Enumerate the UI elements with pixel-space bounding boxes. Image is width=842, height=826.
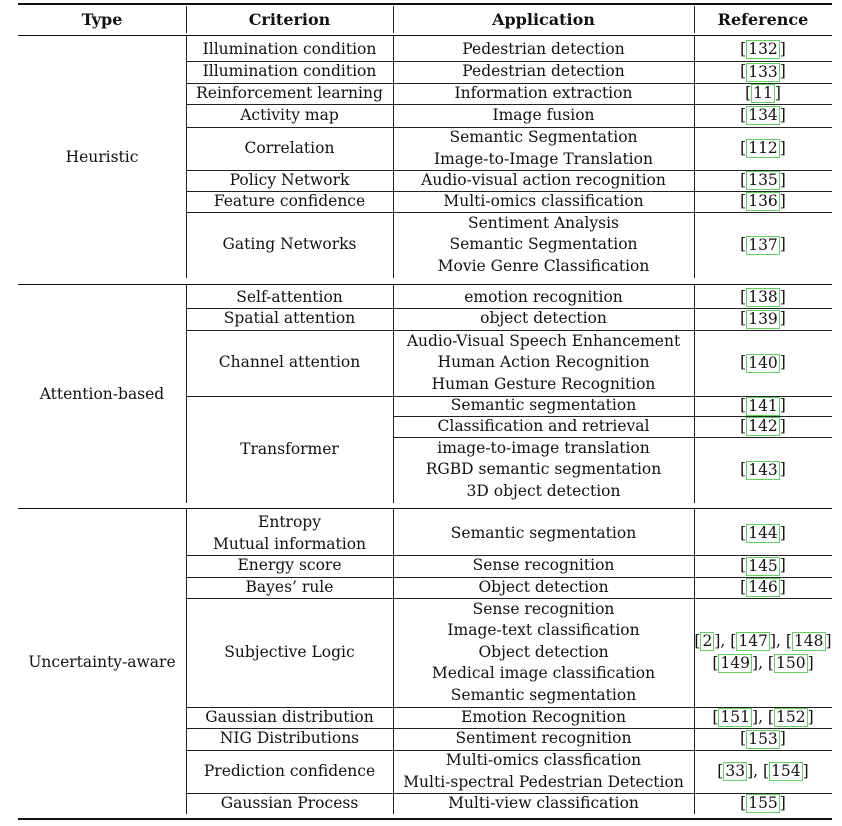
reference-line: [ 137 ] — [740, 235, 786, 254]
application-text: Sentiment recognition — [455, 729, 632, 748]
header-reference — [694, 6, 832, 33]
reference-line: [ 11 ] — [745, 83, 781, 102]
citation-link[interactable]: 33 — [725, 762, 746, 780]
application-cell — [393, 598, 694, 707]
citation-link[interactable]: 154 — [771, 762, 801, 780]
application-text: Pedestrian detection — [462, 39, 625, 58]
type-label-text: Attention-based — [39, 385, 165, 404]
citation-link[interactable]: 145 — [748, 556, 778, 575]
reference-line: [ 149 ] , [ 150 ] — [712, 653, 813, 675]
reference-line: [ 2 ] , [ 147 ] , [ 148 ] — [694, 631, 831, 653]
reference-line: [ 132 ] — [740, 39, 786, 58]
application-text: Image-to-Image Translation — [434, 149, 653, 168]
criterion-cell — [186, 577, 393, 598]
citation-link[interactable]: 133 — [748, 62, 778, 81]
criterion-text: Spatial attention — [223, 309, 356, 328]
reference-separator: , — [758, 653, 768, 672]
reference-cell — [694, 750, 832, 793]
application-text: Information extraction — [454, 83, 633, 102]
criterion-text: Transformer — [240, 439, 339, 458]
criterion-text: Energy score — [237, 556, 342, 575]
header-type — [18, 6, 186, 33]
criterion-cell — [186, 212, 393, 278]
header-application-label: Application — [492, 9, 595, 29]
criterion-cell — [186, 38, 393, 61]
citation-link[interactable]: 155 — [748, 794, 778, 812]
header-divider — [694, 6, 695, 33]
reference-line: [ 141 ] — [740, 396, 786, 415]
application-text: Pedestrian detection — [462, 62, 625, 81]
reference-line: [ 143 ] — [740, 460, 786, 479]
criterion-cell — [186, 793, 393, 814]
citation-link[interactable]: 140 — [748, 353, 778, 372]
application-text: Sense recognition — [472, 556, 615, 575]
reference-cell — [694, 170, 832, 191]
header-type-label: Type — [81, 9, 123, 29]
criterion-text: Activity map — [240, 105, 339, 124]
reference-cell — [694, 308, 832, 330]
application-cell — [393, 191, 694, 212]
application-text: object detection — [480, 309, 607, 328]
application-text: Sense recognition — [472, 599, 615, 618]
application-text: Multi-spectral Pedestrian Detection — [403, 772, 684, 791]
header-application — [393, 6, 694, 33]
criterion-text: Illumination condition — [202, 62, 377, 81]
application-text: Multi-view classification — [448, 793, 639, 812]
application-cell — [393, 38, 694, 61]
group-rule — [18, 508, 832, 509]
citation-link[interactable]: 148 — [793, 632, 824, 651]
criterion-text: Prediction confidence — [203, 761, 376, 780]
bottom-rule — [18, 818, 832, 820]
citation-link[interactable]: 139 — [748, 309, 778, 328]
reference-line: [ 146 ] — [740, 577, 786, 596]
type-label — [18, 38, 186, 278]
header-divider — [186, 6, 187, 33]
application-text: Audio-Visual Speech Enhancement — [406, 331, 681, 350]
reference-line: [ 151 ] , [ 152 ] — [712, 707, 813, 729]
criterion-cell — [186, 191, 393, 212]
citation-link[interactable]: 138 — [748, 288, 778, 306]
criterion-text: Illumination condition — [202, 39, 377, 58]
group-rule — [18, 284, 832, 285]
type-label — [18, 512, 186, 814]
criterion-text: Feature confidence — [213, 191, 366, 210]
application-cell — [393, 577, 694, 598]
application-text: Semantic segmentation — [450, 685, 637, 704]
criterion-cell — [186, 555, 393, 577]
application-text: Semantic segmentation — [450, 396, 637, 415]
citation-link[interactable]: 137 — [748, 235, 778, 254]
reference-line: [ 139 ] — [740, 309, 786, 328]
reference-line: [ 112 ] — [740, 138, 786, 157]
reference-separator: , — [720, 632, 731, 650]
criterion-text: Channel attention — [218, 353, 361, 372]
citation-link[interactable]: 134 — [748, 106, 778, 124]
application-cell — [393, 83, 694, 104]
reference-line: [ 138 ] — [740, 287, 786, 306]
criterion-text: Subjective Logic — [224, 642, 355, 661]
reference-separator: , — [753, 761, 763, 780]
citation-link[interactable]: 151 — [720, 708, 750, 726]
reference-cell — [694, 83, 832, 104]
header-divider — [393, 6, 394, 33]
citation-link[interactable]: 136 — [748, 192, 778, 210]
application-cell — [393, 287, 694, 308]
reference-line: [ 135 ] — [740, 170, 786, 189]
citation-link[interactable]: 141 — [748, 396, 778, 415]
application-cell — [393, 330, 694, 396]
application-text: Object detection — [478, 642, 609, 661]
criterion-cell — [186, 308, 393, 330]
application-text: emotion recognition — [464, 287, 623, 306]
application-cell — [393, 555, 694, 577]
criterion-cell — [186, 728, 393, 750]
reference-cell — [694, 127, 832, 170]
criterion-cell — [186, 83, 393, 104]
header-criterion — [186, 6, 393, 33]
application-cell — [393, 707, 694, 728]
criterion-text: Bayes’ rule — [245, 577, 334, 596]
application-cell — [393, 396, 694, 416]
reference-cell — [694, 437, 832, 503]
reference-line: [ 33 ] , [ 154 ] — [717, 761, 808, 783]
group-rule — [18, 35, 832, 36]
reference-line: [ 134 ] — [740, 105, 786, 124]
application-cell — [393, 104, 694, 127]
citation-link[interactable]: 152 — [775, 708, 806, 726]
citation-link[interactable]: 132 — [748, 40, 778, 58]
reference-cell — [694, 793, 832, 814]
criterion-text: Policy Network — [229, 170, 350, 189]
criterion-text: Mutual information — [212, 534, 367, 553]
type-label-text: Uncertainty-aware — [28, 653, 176, 672]
application-text: Audio-visual action recognition — [421, 170, 666, 189]
application-cell — [393, 61, 694, 83]
application-text: Human Gesture Recognition — [431, 374, 656, 393]
citation-link[interactable]: 142 — [748, 417, 778, 435]
citation-link[interactable]: 2 — [702, 632, 713, 651]
reference-line: [ 155 ] — [740, 793, 786, 812]
reference-line: [ 142 ] — [740, 416, 786, 435]
criterion-cell — [186, 287, 393, 308]
criterion-cell — [186, 750, 393, 793]
criterion-text: Gaussian distribution — [205, 707, 374, 726]
citation-link[interactable]: 153 — [748, 729, 778, 748]
application-text: Movie Genre Classification — [437, 256, 650, 275]
citation-link[interactable]: 150 — [775, 653, 806, 672]
criterion-cell — [186, 396, 393, 503]
application-text: 3D object detection — [466, 481, 621, 500]
application-text: Multi-omics classification — [443, 191, 644, 210]
criterion-text: Self-attention — [236, 287, 343, 306]
reference-line: [ 140 ] — [740, 353, 786, 372]
reference-line: [ 153 ] — [740, 729, 786, 748]
reference-line: [ 133 ] — [740, 62, 786, 81]
reference-cell — [694, 416, 832, 437]
application-text: Emotion Recognition — [461, 707, 626, 726]
application-text: RGBD semantic segmentation — [425, 460, 662, 479]
reference-separator: , — [758, 707, 768, 726]
application-text: Multi-omics classfication — [445, 751, 642, 769]
reference-cell — [694, 191, 832, 212]
reference-cell — [694, 598, 832, 707]
criterion-text: Reinforcement learning — [196, 83, 383, 102]
reference-cell — [694, 707, 832, 728]
application-text: Semantic Segmentation — [449, 235, 638, 254]
citation-link[interactable]: 144 — [748, 524, 778, 542]
criterion-cell — [186, 61, 393, 83]
type-label — [18, 287, 186, 503]
reference-cell — [694, 61, 832, 83]
comparison-table — [18, 0, 832, 826]
reference-cell — [694, 577, 832, 598]
application-text: Human Action Recognition — [437, 353, 650, 372]
header-reference-label: Reference — [717, 9, 809, 29]
criterion-cell — [186, 104, 393, 127]
reference-cell — [694, 212, 832, 278]
reference-cell — [694, 396, 832, 416]
application-cell — [393, 512, 694, 555]
citation-link[interactable]: 112 — [748, 139, 778, 157]
criterion-cell — [186, 598, 393, 707]
reference-cell — [694, 512, 832, 555]
application-text: Image-text classification — [447, 621, 640, 640]
reference-cell — [694, 104, 832, 127]
application-text: Sentiment Analysis — [468, 213, 619, 232]
application-text: Classification and retrieval — [437, 416, 650, 435]
top-rule — [18, 3, 832, 5]
application-cell — [393, 308, 694, 330]
application-cell — [393, 170, 694, 191]
reference-line: [ 144 ] — [740, 523, 786, 542]
application-text: Object detection — [478, 577, 609, 596]
application-cell — [393, 728, 694, 750]
citation-link[interactable]: 149 — [720, 653, 750, 672]
application-text: Semantic Segmentation — [449, 128, 638, 146]
application-text: Image fusion — [492, 105, 595, 124]
type-label-text: Heuristic — [65, 148, 139, 167]
criterion-text: Correlation — [244, 138, 335, 157]
criterion-cell — [186, 127, 393, 170]
citation-link[interactable]: 11 — [753, 84, 773, 102]
criterion-cell — [186, 330, 393, 396]
application-cell — [393, 793, 694, 814]
citation-link[interactable]: 146 — [748, 578, 778, 596]
application-cell — [393, 416, 694, 437]
criterion-text: NIG Distributions — [219, 729, 360, 748]
reference-cell — [694, 330, 832, 396]
criterion-text: Entropy — [258, 513, 321, 531]
reference-line: [ 136 ] — [740, 191, 786, 210]
application-cell — [393, 212, 694, 278]
reference-separator: , — [776, 632, 786, 650]
citation-link[interactable]: 135 — [748, 171, 778, 189]
reference-cell — [694, 287, 832, 308]
criterion-cell — [186, 170, 393, 191]
application-cell — [393, 750, 694, 793]
reference-cell — [694, 555, 832, 577]
criterion-cell — [186, 512, 393, 555]
reference-cell — [694, 728, 832, 750]
application-text: image-to-image translation — [437, 438, 650, 457]
application-text: Semantic segmentation — [450, 523, 637, 542]
citation-link[interactable]: 147 — [738, 632, 768, 651]
application-cell — [393, 127, 694, 170]
citation-link[interactable]: 143 — [748, 460, 778, 479]
application-text: Medical image classification — [431, 664, 656, 683]
criterion-text: Gaussian Process — [220, 793, 359, 812]
criterion-cell — [186, 707, 393, 728]
application-cell — [393, 437, 694, 503]
header-criterion-label: Criterion — [248, 9, 331, 29]
reference-cell — [694, 38, 832, 61]
criterion-text: Gating Networks — [222, 235, 357, 254]
reference-line: [ 145 ] — [740, 556, 786, 575]
